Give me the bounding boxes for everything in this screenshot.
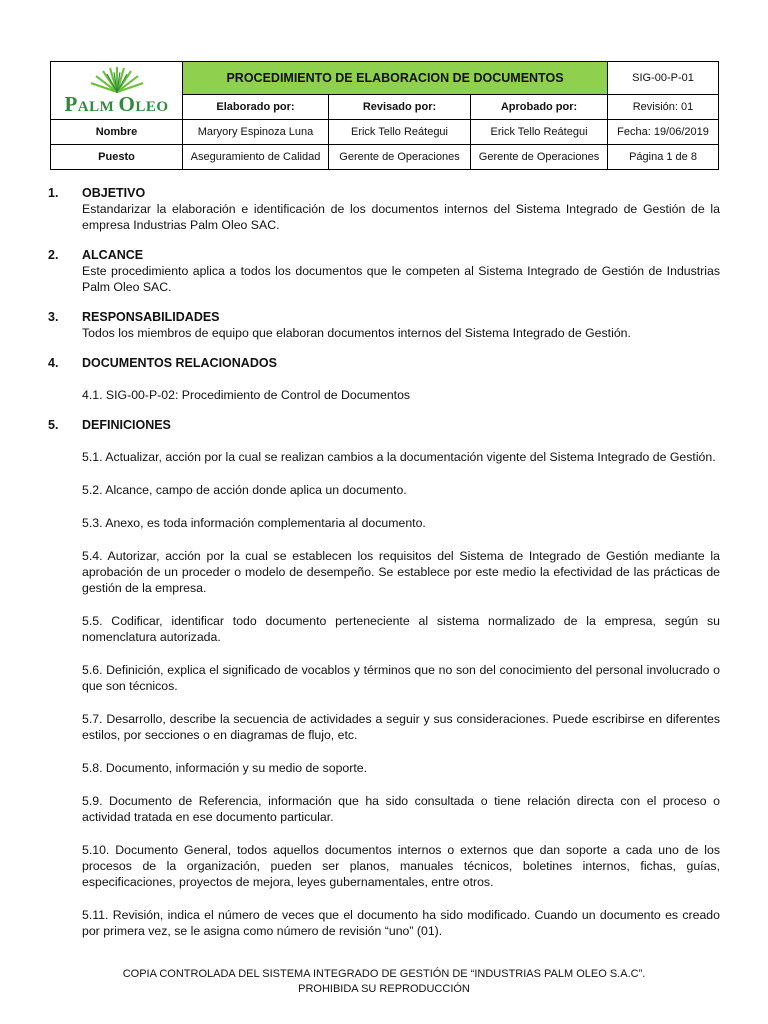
section-title: DOCUMENTOS RELACIONADOS (82, 356, 277, 370)
related-document: 4.1. SIG-00-P-02: Procedimiento de Control de Documentos (82, 388, 411, 402)
section-number: 5. (48, 418, 59, 432)
section-text: Este procedimiento aplica a todos los documentos que le competen al Sistema Integrado de Gestión de Industrias Palm Oleo SAC. (82, 264, 720, 294)
definition-item: 5.2. Alcance, campo de acción donde aplica un documento. (82, 483, 407, 497)
section-number: 1. (48, 186, 59, 200)
section-text: Todos los miembros de equipo que elaboran documentos internos del Sistema Integrado de Gestión. (82, 326, 631, 340)
document-title: PROCEDIMIENTO DE ELABORACION DE DOCUMENTOS (183, 62, 608, 95)
definition-item: 5.1. Actualizar, acción por la cual se realizan cambios a la documentación vigente del Sistema Integrado de Gestión. (82, 450, 716, 464)
section-number: 2. (48, 248, 59, 262)
puesto-elaborado: Aseguramiento de Calidad (183, 145, 329, 170)
palm-oleo-logo (51, 64, 182, 118)
section-alcance (48, 247, 720, 295)
section-definiciones (48, 417, 720, 939)
nombre-revisado: Erick Tello Reátegui (329, 120, 471, 145)
col-elaborado: Elaborado por: (183, 95, 329, 120)
palm-leaf-icon (86, 64, 148, 93)
definition-item: 5.11. Revisión, indica el número de veces que el documento ha sido modificado. Cuando un documento es creado por primera vez, se le asigna como número de revisión “uno” (01). (82, 908, 720, 938)
nombre-aprobado: Erick Tello Reátegui (471, 120, 608, 145)
puesto-revisado: Gerente de Operaciones (329, 145, 471, 170)
document-date: Fecha: 19/06/2019 (608, 120, 719, 145)
section-number: 4. (48, 356, 59, 370)
row-puesto-label: Puesto (51, 145, 183, 170)
definition-item: 5.3. Anexo, es toda información complementaria al documento. (82, 516, 426, 530)
definitions-list (48, 449, 720, 939)
section-title: ALCANCE (82, 248, 144, 262)
section-documentos-relacionados (48, 355, 720, 403)
row-nombre-label: Nombre (51, 120, 183, 145)
definition-item: 5.5. Codificar, identificar todo documento perteneciente al sistema normalizado de la empresa, según su nomenclatura autorizada. (82, 614, 720, 644)
section-objetivo (48, 185, 720, 233)
puesto-aprobado: Gerente de Operaciones (471, 145, 608, 170)
revision-number: Revisión: 01 (608, 95, 719, 120)
page-number: Página 1 de 8 (608, 145, 719, 170)
definition-item: 5.4. Autorizar, acción por la cual se establecen los requisitos del Sistema de Integrado de Gestión mediante la aprobación de un proceder o modelo de desempeño. Se establece por este medio la efectividad de las prácticas de gestión de la empresa. (82, 549, 720, 595)
section-title: RESPONSABILIDADES (82, 310, 220, 324)
footer-notice (0, 967, 768, 997)
header-table (50, 61, 719, 170)
definition-item: 5.7. Desarrollo, describe la secuencia de actividades a seguir y sus consideraciones. Puede escribirse en diferentes estilos, por secciones o en diagramas de flujo, etc. (82, 712, 720, 742)
col-aprobado: Aprobado por: (471, 95, 608, 120)
col-revisado: Revisado por: (329, 95, 471, 120)
document-code: SIG-00-P-01 (608, 62, 719, 95)
footer-line-2: PROHIBIDA SU REPRODUCCIÓN (298, 983, 470, 995)
definition-item: 5.10. Documento General, todos aquellos documentos internos o externos que dan soporte a cada uno de los procesos de la organización, pueden ser planos, manuales técnicos, boletines internos, fichas, guías, especificaciones, proyectos de mejora, leyes gubernamentales, entre otros. (82, 843, 720, 889)
section-number: 3. (48, 310, 59, 324)
definition-item: 5.8. Documento, información y su medio de soporte. (82, 761, 368, 775)
logo-cell (51, 62, 183, 120)
document-body (48, 185, 720, 953)
definition-item: 5.9. Documento de Referencia, información que ha sido consultada o tiene relación directa con el proceso o actividad tratada en ese documento particular. (82, 794, 720, 824)
section-title: DEFINICIONES (82, 418, 171, 432)
section-responsabilidades (48, 309, 720, 341)
definition-item: 5.6. Definición, explica el significado de vocablos y términos que no son del conocimiento del personal involucrado o que son técnicos. (82, 663, 720, 693)
logo-text: PALM OLEO (64, 91, 169, 116)
footer-line-1: COPIA CONTROLADA DEL SISTEMA INTEGRADO DE GESTIÓN DE “INDUSTRIAS PALM OLEO S.A.C”. (122, 968, 646, 980)
section-text: Estandarizar la elaboración e identificación de los documentos internos del Sistema Integrado de Gestión de la empresa Industrias Palm Oleo SAC. (82, 202, 720, 232)
nombre-elaborado: Maryory Espinoza Luna (183, 120, 329, 145)
section-title: OBJETIVO (82, 186, 146, 200)
